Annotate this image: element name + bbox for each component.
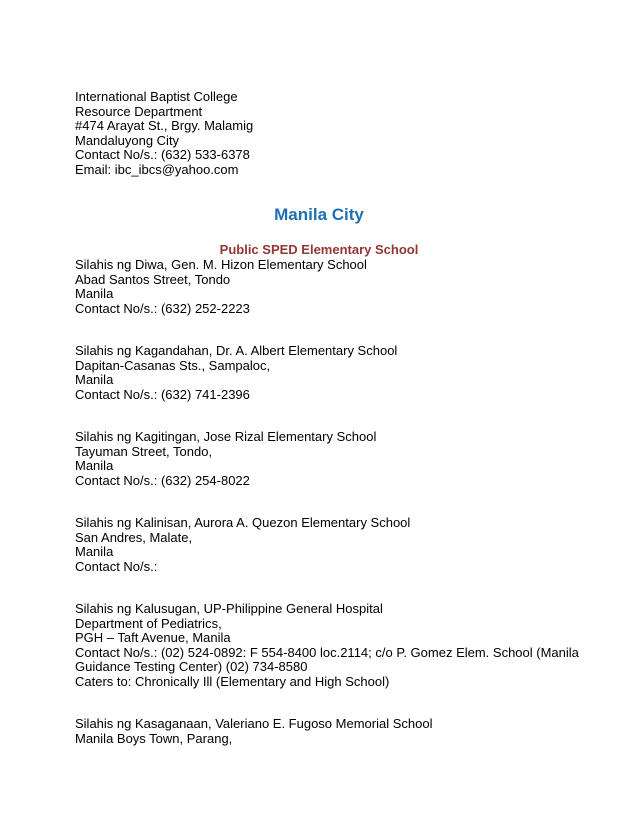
school-entry-kalusugan [75, 601, 579, 689]
school-city: Manila [75, 458, 114, 473]
institution-name: International Baptist College [75, 89, 238, 104]
school-city: Manila [75, 286, 114, 301]
school-city: Manila [75, 544, 114, 559]
school-street: Tayuman Street, Tondo, [75, 443, 213, 459]
school-entry-kalinisan [75, 516, 595, 574]
school-street: PGH – Taft Avenue, Manila [75, 630, 231, 645]
section-heading: Public SPED Elementary School [219, 242, 419, 257]
school-entry-diwa [75, 258, 595, 316]
contact-line: Contact No/s.: (632) 533-6378 [75, 147, 250, 162]
school-street: San Andres, Malate, [75, 529, 193, 545]
school-entry-kagitingan [75, 430, 595, 488]
school-contact: Contact No/s.: (632) 254-8022 [75, 472, 250, 488]
school-entry-kagandahan [75, 344, 595, 402]
school-contact-continued: Guidance Testing Center) (02) 734-8580 [75, 659, 308, 674]
city-heading: Manila City [274, 205, 364, 224]
email-line: Email: ibc_ibcs@yahoo.com [75, 161, 239, 177]
school-name: Silahis ng Diwa, Gen. M. Hizon Elementary School [75, 257, 367, 272]
school-street: Dapitan-Casanas Sts., Sampaloc, [75, 357, 271, 373]
department-name: Resource Department [75, 103, 203, 119]
school-caters-to: Caters to: Chronically Ill (Elementary and High School) [75, 673, 390, 689]
school-name: Silahis ng Kasaganaan, Valeriano E. Fugoso Memorial School [75, 716, 433, 731]
ibc-address-block [75, 90, 595, 177]
school-contact: Contact No/s.: [75, 558, 158, 574]
school-street: Manila Boys Town, Parang, [75, 730, 233, 746]
school-city: Manila [75, 372, 114, 387]
school-contact: Contact No/s.: (632) 252-2223 [75, 300, 250, 316]
city-line: Mandaluyong City [75, 132, 180, 148]
school-name: Silahis ng Kalinisan, Aurora A. Quezon Elementary School [75, 515, 411, 530]
school-contact: Contact No/s.: (632) 741-2396 [75, 386, 250, 402]
school-name: Silahis ng Kalusugan, UP-Philippine General Hospital [75, 601, 383, 616]
school-contact: Contact No/s.: (02) 524-0892: F 554-8400 loc.2114; c/o P. Gomez Elem. School (Manila [75, 644, 579, 660]
school-street: Abad Santos Street, Tondo [75, 271, 231, 287]
street-address: #474 Arayat St., Brgy. Malamig [75, 118, 254, 133]
school-name: Silahis ng Kagandahan, Dr. A. Albert Elementary School [75, 343, 398, 358]
school-name: Silahis ng Kagitingan, Jose Rizal Elementary School [75, 429, 377, 444]
school-department: Department of Pediatrics, [75, 615, 222, 631]
school-entry-kasaganaan [75, 717, 595, 746]
